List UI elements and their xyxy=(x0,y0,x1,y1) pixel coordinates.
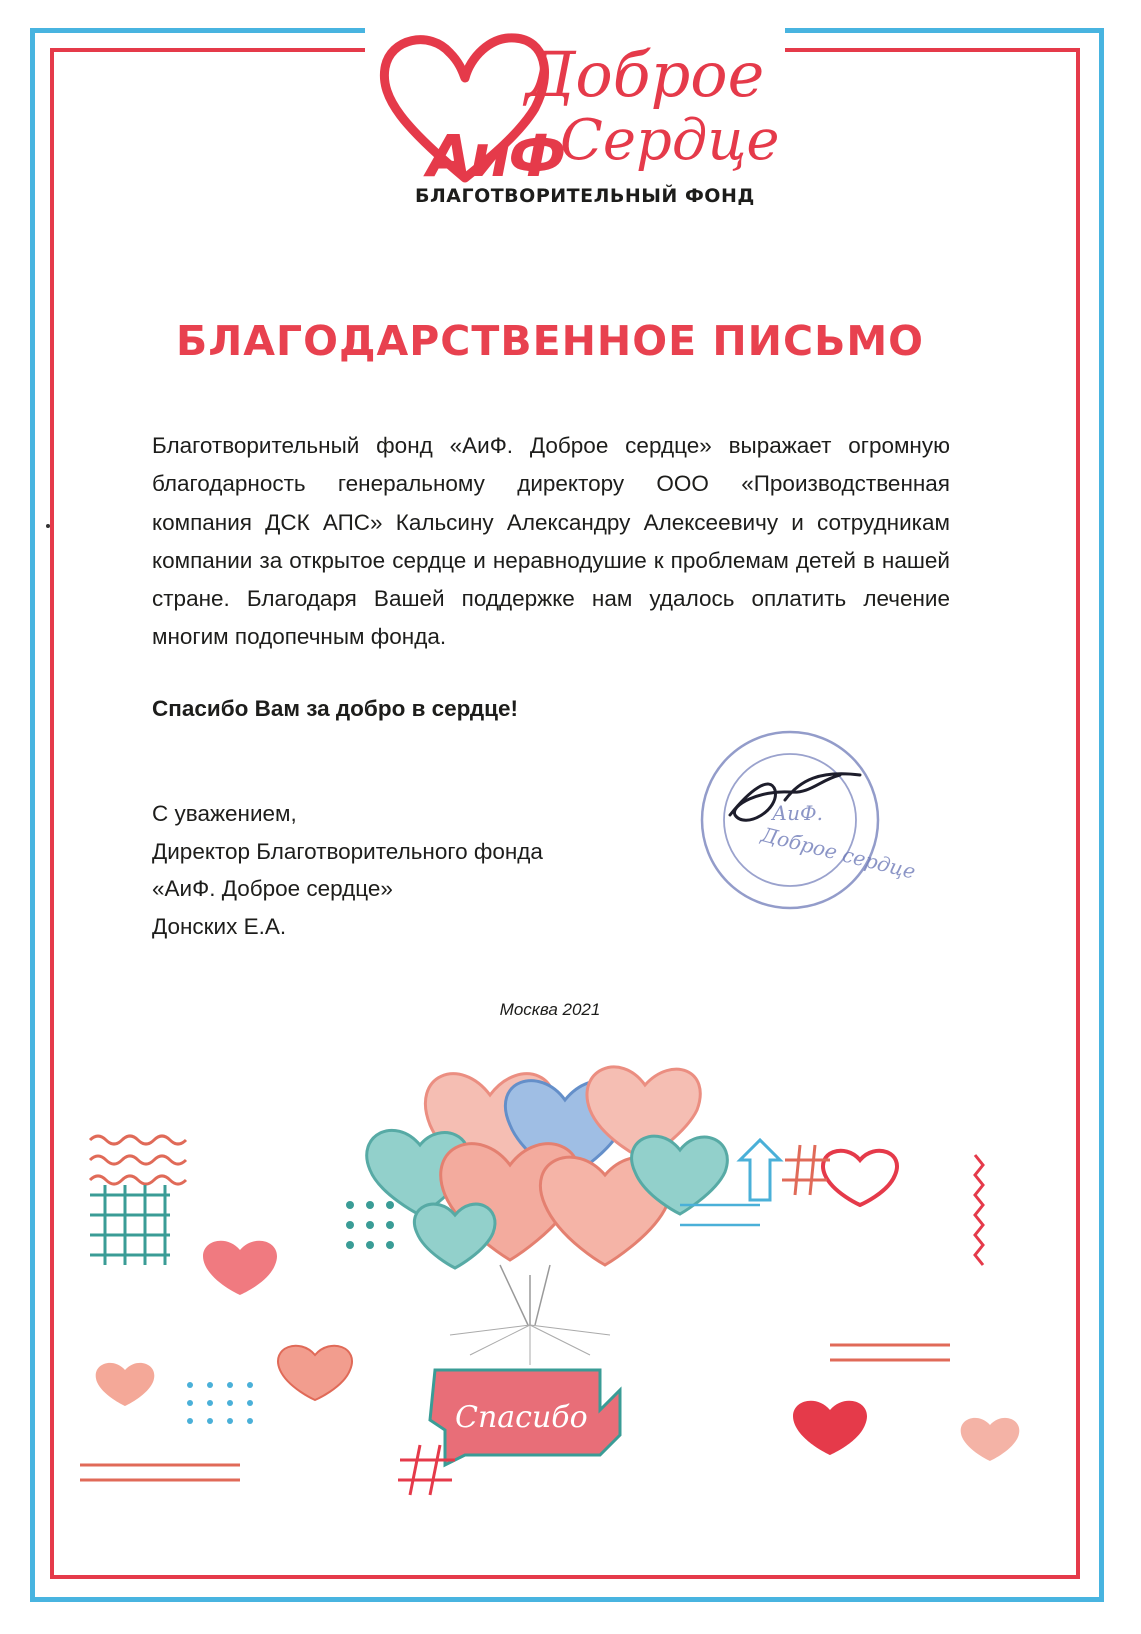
heart-pink-icon xyxy=(203,1241,277,1295)
svg-text:АиФ.: АиФ. xyxy=(772,801,823,825)
frame-red-bottom xyxy=(50,1575,1080,1579)
heart-outline-right-icon xyxy=(823,1151,897,1205)
thanks-banner xyxy=(430,1370,620,1465)
frame-blue-left xyxy=(30,28,35,1602)
signoff-block xyxy=(152,795,543,945)
heart-peach-icon xyxy=(961,1418,1020,1461)
balloon-hearts-icon xyxy=(367,1067,728,1325)
wave-lines-icon xyxy=(90,1136,186,1184)
frame-blue-right xyxy=(1099,28,1104,1602)
frame-red-left xyxy=(50,48,54,1579)
letter-body: Благотворительный фонд «АиФ. Доброе сердце» выражает огромную благодарность генеральному директору ООО «Производственная компания ДСК АПС» Кальсину Александру Алексеевичу и сотрудникам компании за открытое сердце и неравнодушие к проблемам детей в нашей стране. Благодаря Вашей поддержке нам удалось оплатить лечение многим подопечным фонда. xyxy=(152,433,950,650)
dots-icon xyxy=(346,1201,394,1249)
frame-red-right xyxy=(1076,48,1080,1579)
logo-script-line2: Сердце xyxy=(560,108,780,173)
signoff-position: Директор Благотворительного фонда xyxy=(152,838,543,864)
signoff-greeting: С уважением, xyxy=(152,801,297,826)
logo-abbreviation: АиФ xyxy=(427,122,565,190)
document-title: БЛАГОДАРСТВЕННОЕ ПИСЬМО xyxy=(175,317,924,365)
heart-small-icon xyxy=(96,1363,155,1406)
seal-stamp xyxy=(690,720,918,920)
decorative-artwork xyxy=(60,1025,1060,1565)
city-year: Москва 2021 xyxy=(499,1000,601,1019)
rays-icon xyxy=(450,1325,610,1365)
foundation-logo xyxy=(375,28,780,218)
logo-subtitle: БЛАГОТВОРИТЕЛЬНЫЙ ФОНД xyxy=(415,185,755,207)
hatch-icon xyxy=(80,1465,240,1480)
frame-blue-bottom xyxy=(30,1597,1104,1602)
thanks-line: Спасибо Вам за добро в сердце! xyxy=(152,696,518,721)
heart-outline-icon xyxy=(278,1346,352,1400)
zigzag-icon xyxy=(975,1155,983,1265)
heart-red-icon xyxy=(793,1401,867,1455)
arrow-up-icon xyxy=(740,1140,780,1200)
banner-text: Спасибо xyxy=(455,1400,588,1435)
dots-blue-icon xyxy=(187,1382,253,1424)
signoff-name: Донских Е.А. xyxy=(152,913,287,939)
stripes-right-icon xyxy=(830,1345,950,1360)
svg-text:Доброе сердце: Доброе сердце xyxy=(758,822,918,884)
scan-dot xyxy=(46,524,50,528)
signoff-organization: «АиФ. Доброе сердце» xyxy=(152,876,393,901)
logo-script-line1: Доброе xyxy=(525,38,765,111)
